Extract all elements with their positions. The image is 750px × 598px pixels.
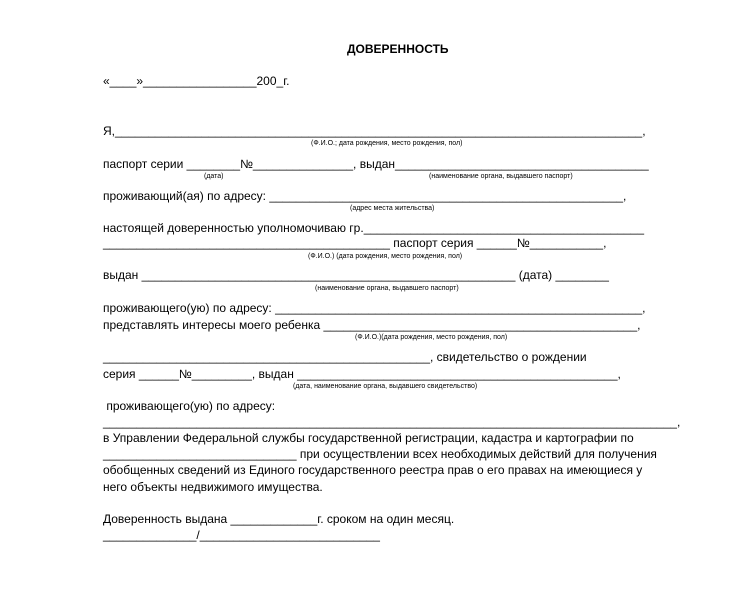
- caption-issuer: (наименование органа, выдавшего паспорт): [429, 173, 573, 180]
- authorize-line: настоящей доверенностью уполномочиваю гр.__________________________________________: [103, 221, 644, 235]
- issued-validity-line: Доверенность выдана _____________г. сроком на один месяц.: [103, 512, 455, 526]
- attorney-residence-line: проживающего(ую) по адресу: _______________________________________________________,: [103, 301, 646, 315]
- birth-certificate-line: _________________________________________________, свидетельство о рождении: [103, 350, 587, 364]
- caption-address: (адрес места жительства): [350, 205, 435, 212]
- caption-certificate: (дата, наименование органа, выдавшего свидетельство): [293, 383, 478, 390]
- signature-line: ______________/___________________________: [103, 528, 380, 542]
- body-line-4: него объекты недвижимого имущества.: [103, 480, 323, 494]
- passport-line: паспорт серии ________№_______________, выдан______________________________________: [103, 157, 649, 171]
- caption-principal: (Ф.И.О.; дата рождения, место рождения, пол): [311, 140, 463, 147]
- residence-line: проживающий(ая) по адресу: _____________________________________________________,: [103, 189, 627, 203]
- represent-line: представлять интересы моего ребенка _______________________________________________,: [103, 318, 641, 332]
- child-residence-line: ______________________________________________________________________________________,: [103, 415, 681, 429]
- principal-line: Я,_______________________________________________________________________________,: [103, 124, 646, 138]
- caption-date: (дата): [204, 173, 224, 180]
- body-line-3: обобщенных сведений из Единого государственного реестра прав о его правах на имеющиеся у: [103, 463, 643, 477]
- attorney-passport-line: ___________________________________________ паспорт серия ______№___________,: [103, 236, 607, 250]
- child-residence-label: проживающего(ую) по адресу:: [103, 399, 276, 413]
- issued-line: выдан ________________________________________________________ (дата) ________: [103, 268, 609, 282]
- caption-attorney: (Ф.И.О.) (дата рождения, место рождения, пол): [308, 253, 463, 260]
- date-line: «____»_________________200_г.: [103, 74, 290, 88]
- certificate-series-line: серия ______№_________, выдан ________________________________________________,: [103, 367, 621, 381]
- body-line-2: _____________________________ при осуществлении всех необходимых действий для получения: [103, 447, 657, 461]
- caption-child: (Ф.И.О.)(дата рождения, место рождения, пол): [355, 334, 508, 341]
- document-title: ДОВЕРЕННОСТЬ: [347, 42, 449, 56]
- caption-issuer-2: (наименование органа, выдавшего паспорт): [315, 285, 459, 292]
- body-line-1: в Управлении Федеральной службы государственной регистрации, кадастра и картографии по: [103, 431, 634, 445]
